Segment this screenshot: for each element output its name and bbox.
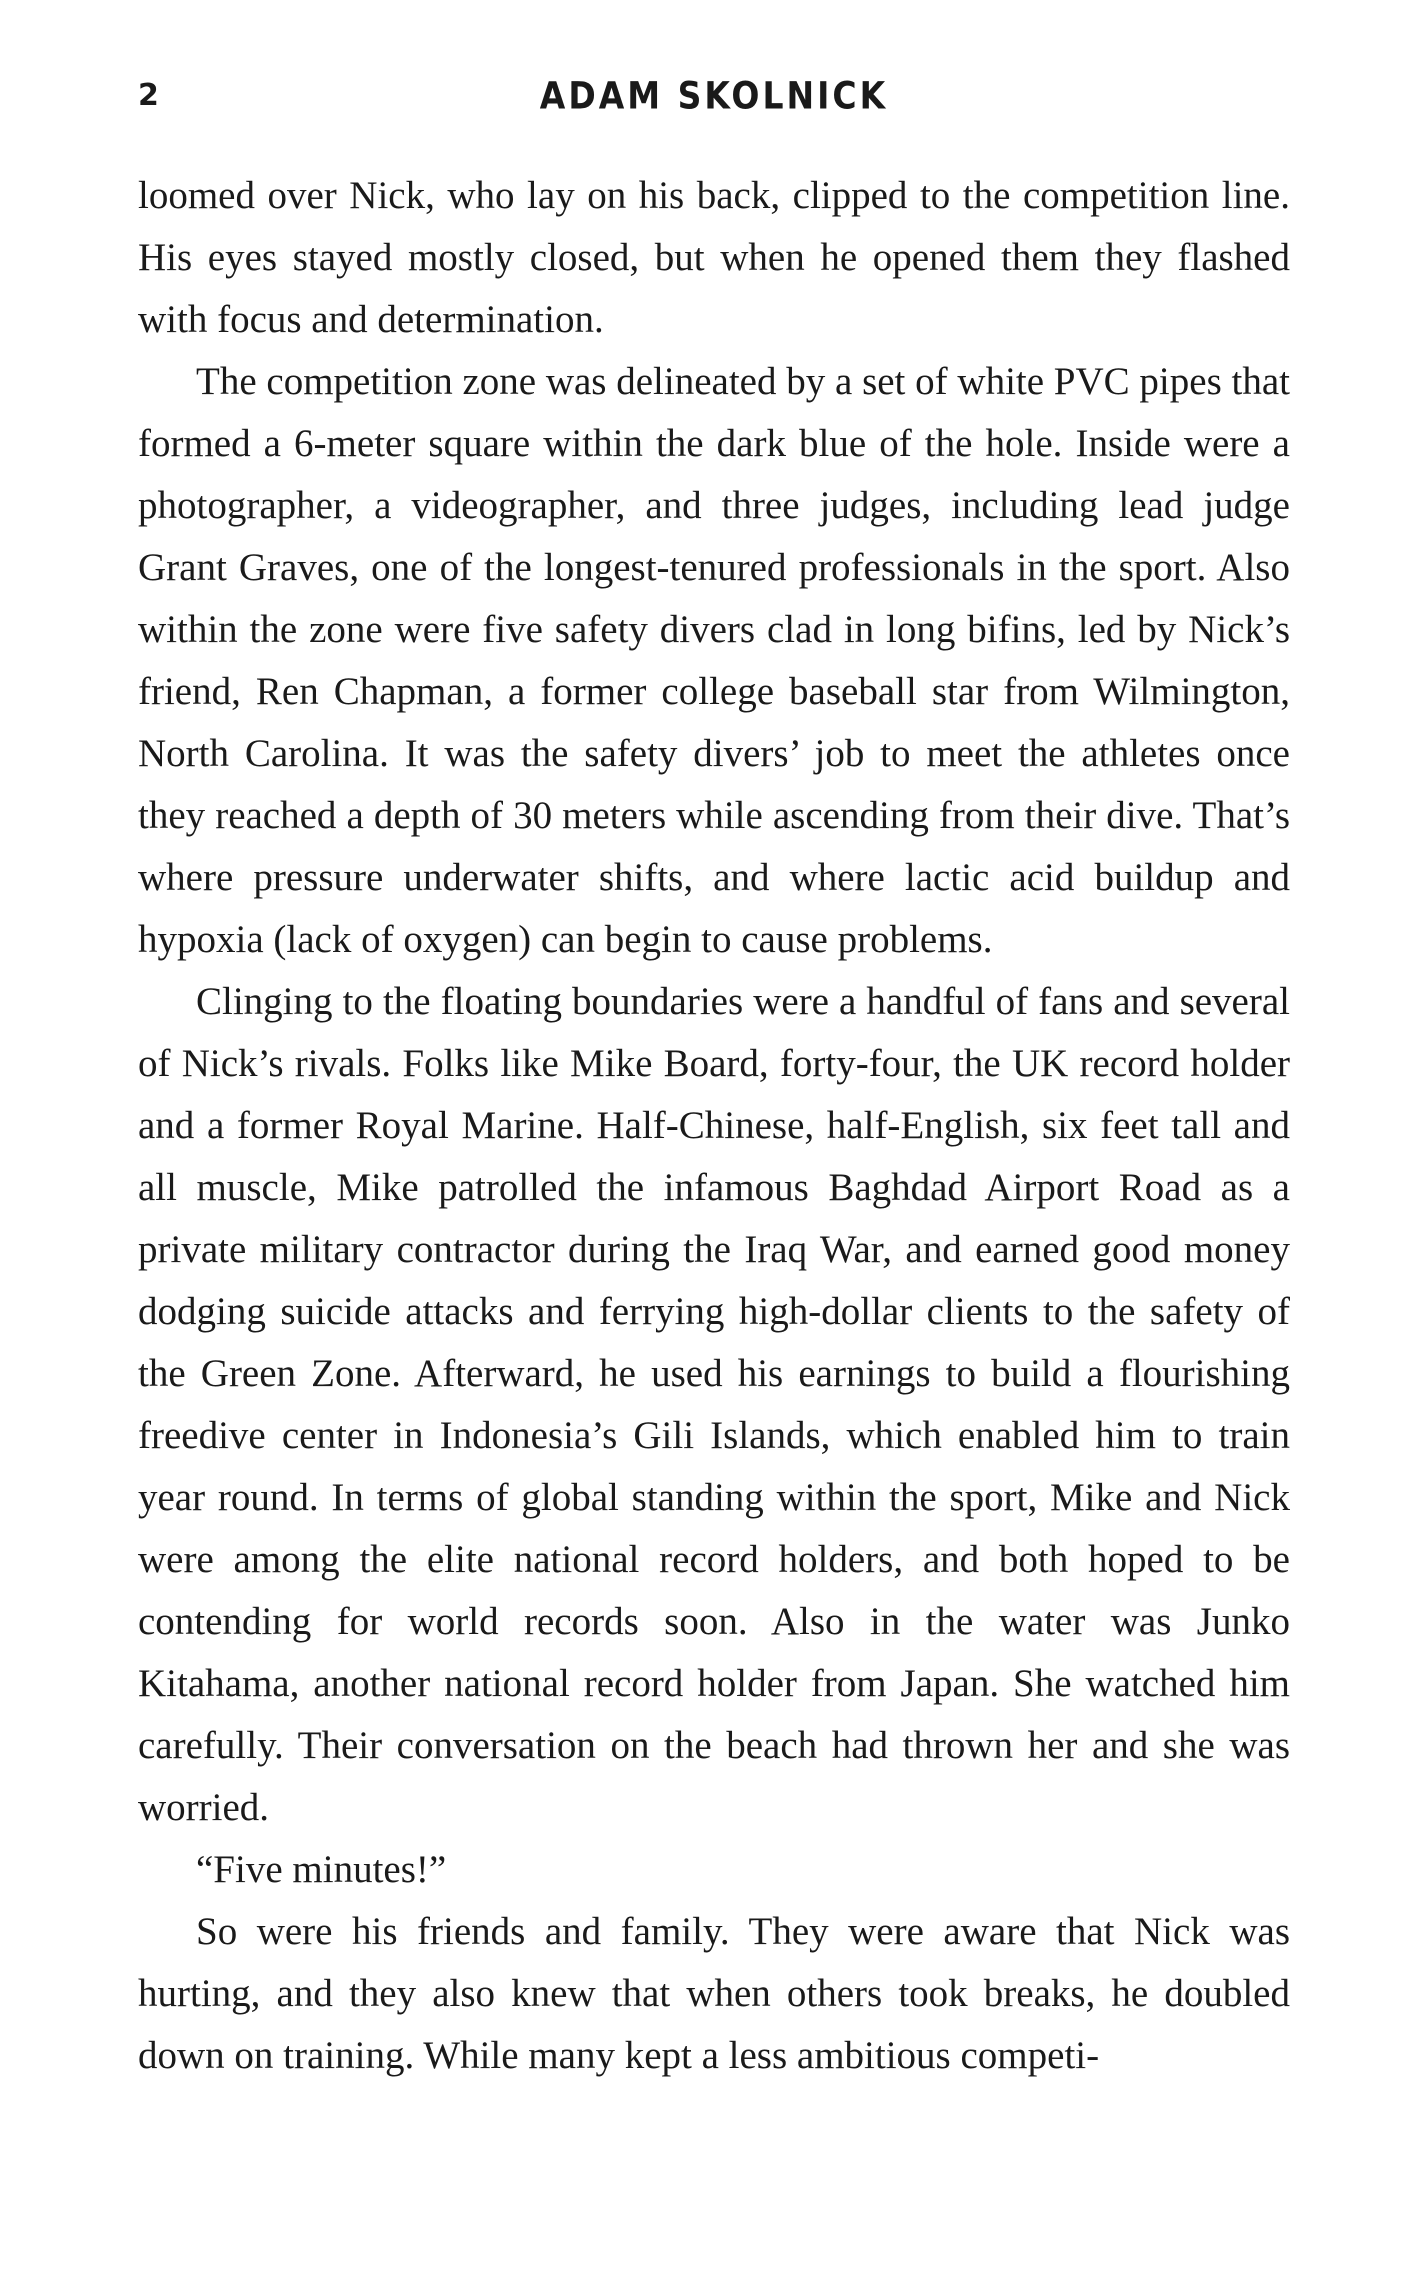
author-name: ADAM SKOLNICK xyxy=(539,73,889,118)
running-head xyxy=(138,70,1290,120)
paragraph-2: The competition zone was delineated by a set of white PVC pipes that formed a 6-meter square within the dark blue of the hole. Inside were a photographer, a videographer, and three judges, including lead judge Grant Graves, one of the longest-tenured professionals in the sport. Also within the zone were five safety divers clad in long bifins, led by Nick’s friend, Ren Chapman, a former college baseball star from Wilmington, North Carolina. It was the safety divers’ job to meet the athletes once they reached a depth of 30 meters while ascending from their dive. That’s where pressure underwater shifts, and where lactic acid buildup and hypoxia (lack of oxygen) can begin to cause problems. xyxy=(138,360,1290,961)
paragraph-5: So were his friends and family. They were aware that Nick was hurting, and they also knew that when others took breaks, he doubled down on training. While many kept a less ambitious competi- xyxy=(138,1910,1290,2077)
page-number: 2 xyxy=(138,78,160,113)
paragraph-4: “Five minutes!” xyxy=(196,1848,447,1891)
paragraph-1: loomed over Nick, who lay on his back, clipped to the competition line. His eyes stayed mostly closed, but when he opened them they flashed with focus and determination. xyxy=(138,174,1290,341)
paragraph-3: Clinging to the floating boundaries were a handful of fans and several of Nick’s rivals. Folks like Mike Board, forty-four, the UK record holder and a former Royal Marine. Half-Chinese, half-English, six feet tall and all muscle, Mike patrolled the infamous Baghdad Airport Road as a private military contractor during the Iraq War, and earned good money dodging suicide attacks and ferrying high-dollar clients to the safety of the Green Zone. Afterward, he used his earnings to build a flourishing freedive center in Indonesia’s Gili Islands, which enabled him to train year round. In terms of global standing within the sport, Mike and Nick were among the elite national record holders, and both hoped to be contending for world records soon. Also in the water was Junko Kitahama, another national record holder from Japan. She watched him carefully. Their conversation on the beach had thrown her and she was worried. xyxy=(138,980,1290,1829)
body-text xyxy=(138,165,1290,2087)
